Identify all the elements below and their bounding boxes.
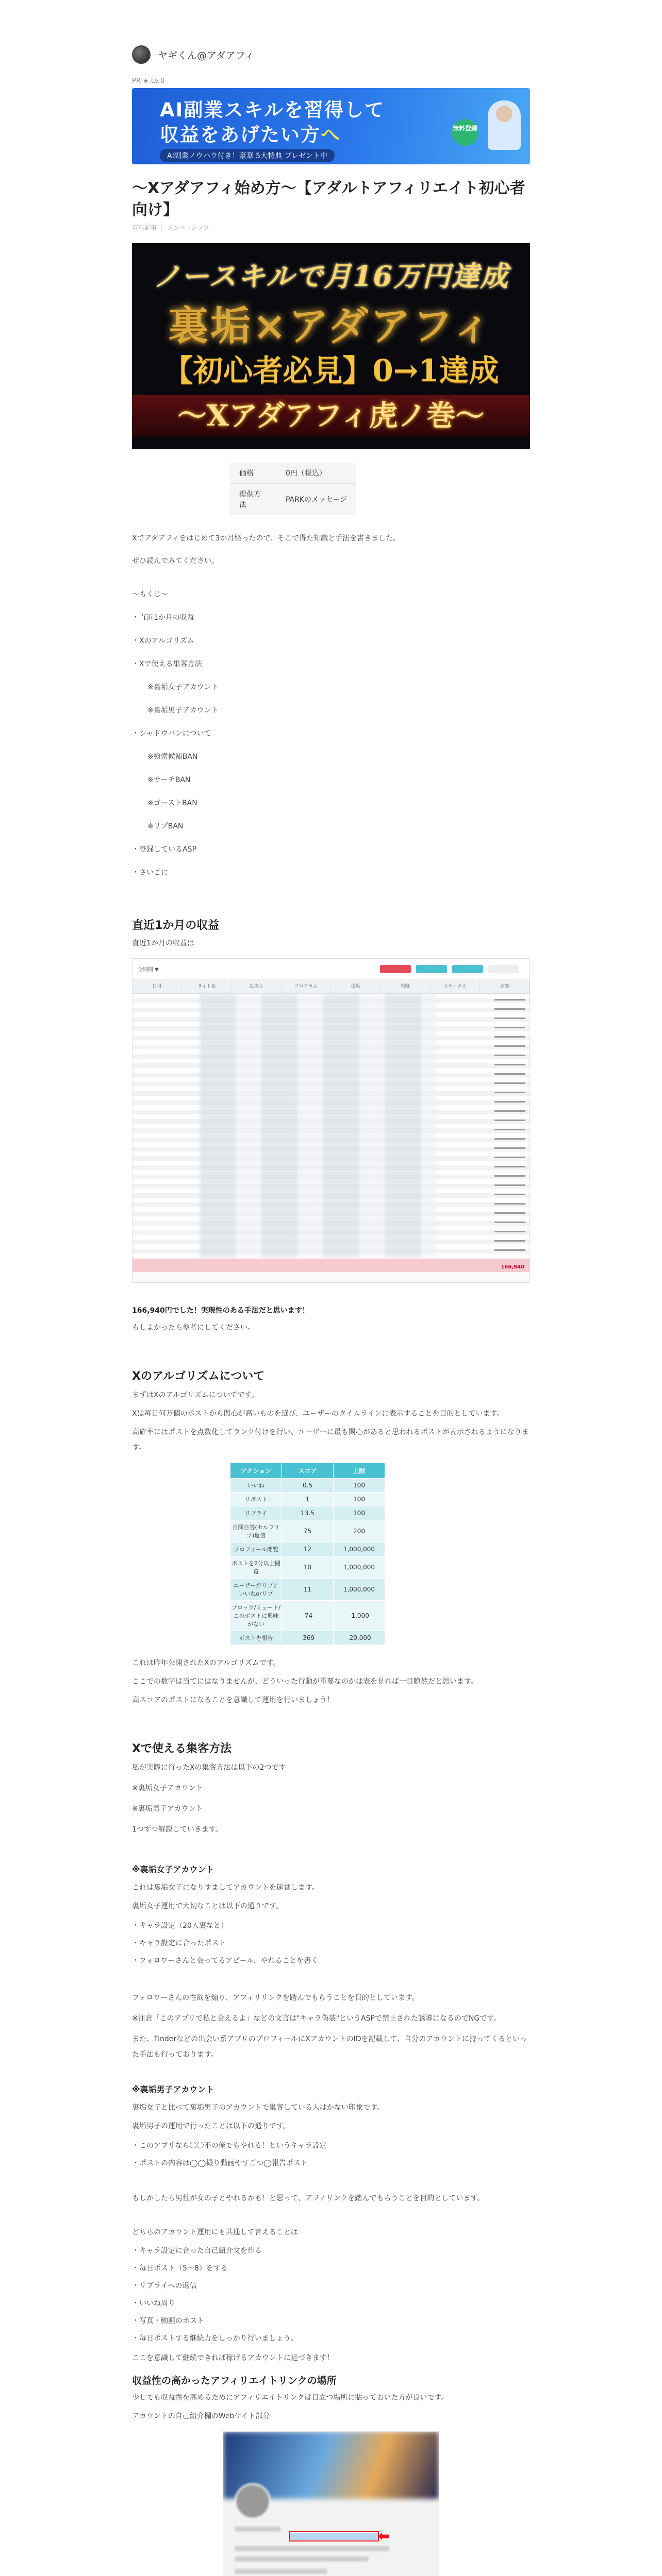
table-cell: 1,000,000 — [334, 1556, 385, 1579]
table-cell: 11 — [282, 1579, 334, 1601]
methods-text: フォロワーさんの性欲を煽り、アフィリリンクを踏んでもらうことを目的としています。 — [132, 1994, 419, 2002]
table-cell: 自問自答(セルフリプ)返信 — [230, 1520, 282, 1543]
algo-text: まずはXのアルゴリズムについてです。 — [132, 1391, 259, 1399]
arrow-left-icon: ⬅ — [378, 2528, 390, 2545]
list-item: ・毎日ポストする継続力をしっかり行いましょう。 — [132, 2334, 298, 2343]
table-cell: -74 — [282, 1601, 334, 1631]
table-cell: プロフィール閲覧 — [230, 1543, 282, 1556]
intro-text: Xでアダアフィをはじめて3か月経ったので、そこで得た知識と手法を書きました。 — [132, 534, 401, 543]
section-heading-revenue: 直近1か月の収益 — [132, 919, 220, 932]
profile-screenshot — [223, 2431, 439, 2576]
sheet-header — [133, 979, 529, 994]
table-cell: -1,000 — [334, 1601, 385, 1631]
hero-line3: 【初心者必見】0→1達成 — [163, 353, 499, 388]
sheet-column-header: 広告主 — [232, 979, 282, 993]
toc-item[interactable]: ※検索候補BAN — [147, 753, 198, 761]
revenue-caption: 直近1か月の収益は — [132, 939, 194, 947]
table-cell: 1 — [282, 1493, 334, 1506]
toc-item[interactable]: ・登録しているASP — [132, 845, 196, 854]
table-row — [230, 1520, 385, 1543]
table-row — [230, 1631, 385, 1645]
methods-text: 裏垢女子と比べて裏垢男子のアカウントで集客している人はかない印象です。 — [132, 2104, 384, 2112]
algo-text: Xは毎日何万個のポストから関心が高いものを選び、ユーザーのタイムラインに表示することを目的としています。 — [132, 1410, 504, 1418]
methods-text: これは裏垢女子になりすましてアカウントを運営します。 — [132, 1884, 319, 1892]
section-heading-methods: Xで使える集客方法 — [132, 1742, 231, 1755]
sheet-toolbar — [133, 959, 529, 979]
promo-tag: PR ★ Lv.0 — [132, 77, 165, 85]
methods-text: ここを意識して継続できれば稼げるアカウントに近づきます！ — [132, 2354, 334, 2362]
boy-list — [132, 2137, 530, 2172]
sheet-column-header: 日付 — [133, 979, 182, 993]
table-cell: 200 — [334, 1520, 385, 1543]
table-cell: ポストを2分以上閲覧 — [230, 1556, 282, 1579]
sheet-column-header: 報酬 — [380, 979, 430, 993]
table-row — [230, 1493, 385, 1506]
list-item: ・いいね周り — [132, 2299, 175, 2308]
sheet-column-header: プログラム — [282, 979, 331, 993]
article-meta: 有料記事 ｜ メンバーシップ — [132, 224, 210, 231]
table-row — [230, 1479, 385, 1493]
table-row — [230, 1506, 385, 1520]
table-cell: 100 — [334, 1506, 385, 1520]
promo-badge[interactable]: 無料登録 — [452, 119, 478, 146]
list-item: ・このアプリなら〇〇不の俺でもやれる！というキャラ設定 — [132, 2142, 327, 2150]
toc-item[interactable]: ※裏垢男子アカウント — [147, 706, 219, 715]
table-cell: -369 — [282, 1631, 334, 1645]
profile-avatar — [235, 2483, 271, 2519]
revenue-result: 166,940円でした！実現性のある手法だと思います！ — [132, 1307, 309, 1315]
list-item: ・リプライへの返信 — [132, 2282, 197, 2290]
site-brand[interactable] — [132, 45, 254, 64]
table-cell: リポスト — [230, 1493, 282, 1506]
methods-text: ※注意「このアプリで私と会えるよ」などの文言は"キャラ偽装"というASPで禁止された誘導になるのでNGです。 — [132, 2014, 501, 2023]
list-item: ・キャラ設定に合った自己紹介文を作る — [132, 2247, 262, 2255]
revenue-screenshot — [132, 958, 530, 1283]
table-cell: -20,000 — [334, 1631, 385, 1645]
promo-line2: 収益をあげたい方へ — [160, 124, 341, 146]
sheet-column-header: 金額 — [480, 979, 529, 993]
methods-text: ※裏垢男子アカウント — [132, 1805, 203, 1813]
table-cell: 0.5 — [282, 1479, 334, 1493]
toc-item[interactable]: ・Xのアルゴリズム — [132, 637, 194, 645]
table-cell: 100 — [334, 1479, 385, 1493]
table-header: 上限 — [334, 1463, 385, 1479]
methods-text: ※裏垢女子アカウント — [132, 1784, 203, 1792]
promo-line1: AI副業スキルを習得して — [160, 99, 385, 121]
algorithm-table — [230, 1463, 385, 1645]
avatar[interactable] — [132, 45, 151, 64]
intro-text: ぜひ読んでみてください。 — [132, 557, 219, 565]
info-table — [230, 463, 356, 515]
toc-item[interactable]: ※サーチBAN — [147, 776, 191, 784]
methods-text: 裏垢男子の運用で行ったことは以下の通りです。 — [132, 2122, 290, 2130]
table-row: 価格 0円（税込） — [230, 463, 356, 484]
table-cell: ブロック/ミュート/このポストに興味がない — [230, 1601, 282, 1631]
girl-list — [132, 1917, 530, 1970]
section-heading-algorithm: Xのアルゴリズムについて — [132, 1370, 265, 1383]
table-cell: 1,000,000 — [334, 1543, 385, 1556]
methods-text: どちらのアカウント運用にも共通して言えることは — [132, 2228, 298, 2236]
list-item: ・毎日ポスト（5〜8）をする — [132, 2264, 228, 2273]
list-item: ・フォロワーさんと会ってるアピール、やれることを書く — [132, 1957, 319, 1965]
hero-line4: 〜Xアダアフィ虎ノ巻〜 — [132, 395, 530, 436]
toc-item[interactable]: ・Xで使える集客方法 — [132, 660, 202, 668]
subheading-boy: ※裏垢男子アカウント — [132, 2084, 214, 2094]
subheading-girl: ※裏垢女子アカウント — [132, 1865, 214, 1874]
algo-text: 高確率にはポストを点数化してランク付けを行い、ユーザーに最も関心があると思われるポストが表示されるようになります。 — [132, 1428, 529, 1452]
table-cell: ポストを報告 — [230, 1631, 282, 1645]
toc-item[interactable]: ※リプBAN — [147, 822, 184, 831]
sheet-total: 166,940 — [501, 1264, 524, 1270]
table-cell: 75 — [282, 1520, 334, 1543]
hero-line1: ノースキルで月16万円達成 — [153, 260, 509, 293]
highlight-box — [289, 2531, 379, 2541]
table-cell: 13.5 — [282, 1506, 334, 1520]
promo-line3: AI副業ノウハウ付き！豪華 5大特典 プレゼント中 — [160, 149, 335, 162]
table-cell: リプライ — [230, 1506, 282, 1520]
revenue-note: もしよかったら参考にしてください。 — [132, 1324, 255, 1332]
methods-text: 私が実際に行ったXの集客方法は以下の2つです — [132, 1764, 286, 1772]
hero-line2: 裏垢×アダアフィ — [168, 302, 494, 349]
promo-banner[interactable] — [132, 88, 530, 164]
toc-item[interactable]: ・直近1か月の収益 — [132, 614, 194, 622]
methods-text: また、Tinderなどの出会い系アプリのプロフィールにXアカウントのIDを記載して、自分のアカウントに持ってくるといった手法も行っております。 — [132, 2035, 527, 2059]
toc-item[interactable]: 〜もくじ〜 — [132, 590, 168, 599]
article-title: 〜Xアダアフィ始め方〜【アダルトアフィリエイト初心者向け】 — [132, 179, 525, 219]
list-item: ・写真・動画のポスト — [132, 2317, 204, 2325]
toc-item[interactable]: ・シャドウバンについて — [132, 730, 211, 738]
toc-item[interactable]: ※裏垢女子アカウント — [147, 683, 219, 691]
table-cell: 10 — [282, 1556, 334, 1579]
common-list — [132, 2242, 530, 2347]
toc-item[interactable]: ※ゴーストBAN — [147, 799, 197, 807]
table-row — [230, 1579, 385, 1601]
algo-text: ここでの数字は当てにはなりませんが、どういった行動が重要なのかは表を見れば一目瞭然だと思います。 — [132, 1677, 478, 1686]
links-text: 少しでも収益性を高めるためにアフィリエイトリンクは目立つ場所に貼っておいた方が良いです。 — [132, 2394, 449, 2402]
algo-text: これは昨年公開されたXのアルゴリズムです。 — [132, 1659, 280, 1667]
table-cell: いいね — [230, 1479, 282, 1493]
table-cell: 1,000,000 — [334, 1579, 385, 1601]
methods-text: もしかしたら男性が女の子とやれるかも！と思って、アフィリンクを踏んでもらうことを目的としています。 — [132, 2194, 485, 2202]
list-item: ・キャラ設定に合ったポスト — [132, 1939, 226, 1947]
table-cell: 100 — [334, 1493, 385, 1506]
list-item: ・ポストの内容は◯◯撮り動画やすごつ◯報告ポスト — [132, 2159, 308, 2167]
sheet-total-row — [133, 1259, 529, 1272]
sheet-column-header: 成果 — [331, 979, 380, 993]
promo-character — [488, 100, 521, 150]
methods-text: 裏垢女子運用で大切なことは以下の通りです。 — [132, 1902, 283, 1910]
algo-text: 高スコアのポストになることを意識して運用を行いましょう！ — [132, 1696, 334, 1704]
toc-item[interactable]: ・さいごに — [132, 869, 168, 877]
table-header: アクション — [230, 1463, 282, 1479]
table-header: スコア — [282, 1463, 334, 1479]
table-row — [230, 1601, 385, 1631]
table-row — [230, 1543, 385, 1556]
sheet-column-header: ステータス — [431, 979, 480, 993]
links-text: アカウントの自己紹介欄のWebサイト部分 — [132, 2412, 270, 2420]
table-row: 提供方法 PARKのメッセージ — [230, 484, 356, 515]
site-name[interactable]: ヤギくん@アダアフィ — [158, 49, 255, 61]
section-heading-links: 収益性の高かったアフィリエイトリンクの場所 — [132, 2375, 337, 2386]
table-row — [230, 1556, 385, 1579]
list-item: ・キャラ設定（20人裏なと） — [132, 1922, 228, 1930]
table-of-contents — [132, 583, 530, 885]
article-content — [132, 77, 530, 2576]
methods-text: 1つずつ解説していきます。 — [132, 1825, 223, 1834]
hero-image — [132, 243, 530, 449]
table-cell: 12 — [282, 1543, 334, 1556]
sheet-column-header: サイト名 — [182, 979, 231, 993]
table-cell: ユーザーがリプにいいねorリプ — [230, 1579, 282, 1601]
sheet-tab: 全期間 ▼ — [138, 967, 159, 973]
